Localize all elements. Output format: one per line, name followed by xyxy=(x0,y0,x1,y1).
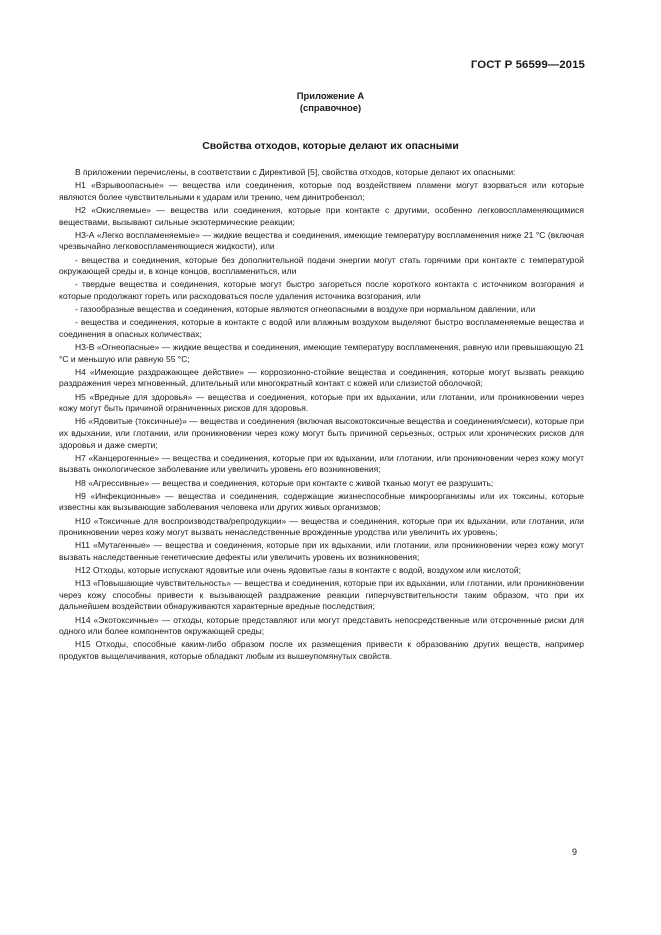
paragraph: Н15 Отходы, способные каким-либо образом после их размещения привести к образованию других веществ, например продуктов выщелачивания, которые обладают любым из вышеупомянутых свойств. xyxy=(59,639,584,662)
paragraph: - газообразные вещества и соединения, которые являются огнеопасными в воздухе при нормальном давлении, или xyxy=(75,304,536,315)
document-code: ГОСТ Р 56599—2015 xyxy=(470,59,585,71)
paragraph: Н8 «Агрессивные» — вещества и соединения, которые при контакте с живой тканью могут ее разрушить; xyxy=(75,477,494,488)
appendix-subtitle: (справочное) xyxy=(299,102,362,113)
paragraph: Н5 «Вредные для здоровья» — вещества и соединения, которые при их вдыхании, или глотании, или проникновении через кожу могут быть причиной ограниченных рисков для здоровья. xyxy=(59,391,584,414)
page-number: 9 xyxy=(571,847,577,857)
paragraph: Н4 «Имеющие раздражающее действие» — коррозионно-стойкие вещества и соединения, которые могут вызвать реакцию раздражения через мгновенный, длительный или многократный контакт с кожей или слизистой оболочкой; xyxy=(59,366,584,389)
paragraph: Н3-В «Огнеопасные» — жидкие вещества и соединения, имеющие температуру воспламенения, равную или превышающую 21 °С и меньшую или равную 55 °С; xyxy=(59,342,584,364)
paragraph: Н10 «Токсичные для воспроизводства/репродукции» — вещества и соединения, которые при их вдыхании, или глотании, или проникновении через кожу могут вызвать ненаследственные врожденные уродства или увеличить их уровень; xyxy=(59,515,584,538)
appendix-title: Приложение А xyxy=(296,90,365,101)
appendix-heading xyxy=(0,90,661,114)
paragraph: Н3-А «Легко воспламеняемые» — жидкие вещества и соединения, имеющие температуру воспламенения ниже 21 °С (включая чрезвычайно легковоспламеняющиеся жидкости), или xyxy=(59,229,584,252)
paragraph: В приложении перечислены, в соответствии с Директивой [5], свойства отходов, которые делают их опасными: xyxy=(75,167,516,177)
paragraph: - вещества и соединения, которые в контакте с водой или влажным воздухом выделяют быстро воспламеняемые вещества и соединения в опасных количествах; xyxy=(59,317,584,339)
paragraph: Н2 «Окисляемые» — вещества или соединения, которые при контакте с другими, особенно легковоспламеняющимися веществами, вызывают сильные экзотермические реакции; xyxy=(59,204,584,227)
paragraph: - твердые вещества и соединения, которые могут быстро загореться после короткого контакта с источником возгорания и которые продолжают гореть или расходоваться после удаления источника возгорания, или xyxy=(59,279,584,301)
paragraph: Н7 «Канцерогенные» — вещества и соединения, которые при их вдыхании, или глотании, или проникновении через кожу могут вызвать онкологическое заболевание или увеличить уровень его возникновения; xyxy=(59,452,584,475)
paragraph: Н1 «Взрывоопасные» — вещества или соединения, которые под воздействием пламени могут взорваться или которые являются более чувствительными к ударам или трению, чем динитробензол; xyxy=(59,180,584,202)
body-text xyxy=(59,167,584,664)
section-title: Свойства отходов, которые делают их опасными xyxy=(202,141,459,152)
paragraph: Н9 «Инфекционные» — вещества и соединения, содержащие жизнеспособные микроорганизмы или их токсины, которые известны как вызывающие заболевания человека или других живых организмов; xyxy=(59,490,584,513)
paragraph: Н14 «Экотоксичные» — отходы, которые представляют или могут представить непосредственные или отсроченные риски для одного или более компонентов окружающей среды; xyxy=(59,614,584,637)
paragraph: - вещества и соединения, которые без дополнительной подачи энергии могут стать горячими при контакте с температурой окружающей среды и, в конце концов, воспламениться, или xyxy=(59,254,584,277)
paragraph: Н6 «Ядовитые (токсичные)» — вещества и соединения (включая высокотоксичные вещества и соединения/смеси), которые при их вдыхании, или глотании, или проникновении через кожу могут быть причиной серьезных, острых или хронических рисков для здоровья и даже смерти; xyxy=(59,416,584,450)
paragraph: Н11 «Мутагенные» — вещества и соединения, которые при их вдыхании, или глотании, или проникновении через кожу могут вызвать наследственные генетические дефекты или увеличить уровень их возникновения; xyxy=(59,540,584,562)
paragraph: Н12 Отходы, которые испускают ядовитые или очень ядовитые газы в контакте с водой, воздухом или кислотой; xyxy=(75,565,521,576)
paragraph: Н13 «Повышающие чувствительность» — вещества и соединения, которые при их вдыхании, или глотании, или проникновении через кожу способны привести к вызывающей раздражение реакции гиперчувствительности таким образом, что при их дальнейшем воздействии обнаруживаются характерные вредные последствия; xyxy=(59,578,584,612)
